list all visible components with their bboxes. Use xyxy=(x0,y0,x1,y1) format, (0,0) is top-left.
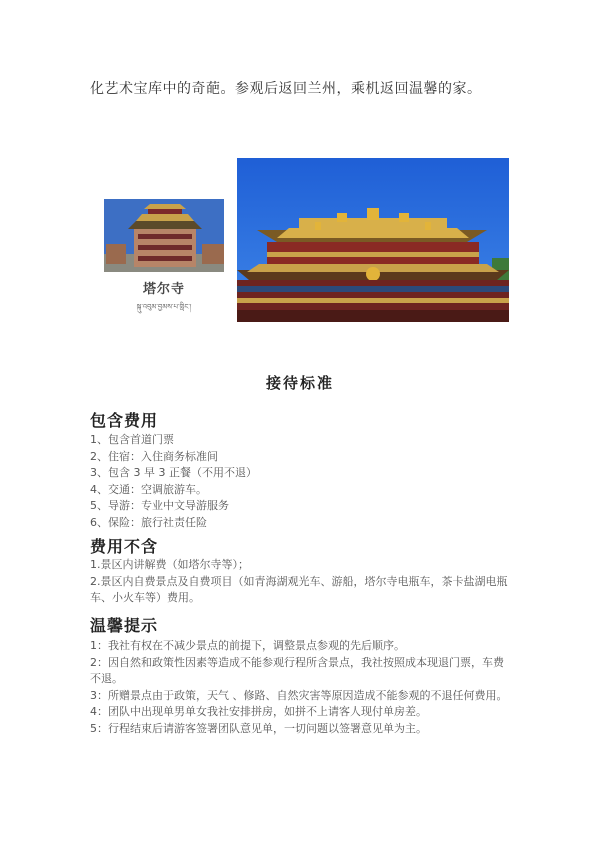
list-item: 1.景区内讲解费（如塔尔寺等）； xyxy=(90,558,249,571)
list-item: 4、交通：空调旅游车。 xyxy=(90,482,207,496)
caption-title: 塔尔寺 xyxy=(142,282,185,297)
list-item: 5、导游：专业中文导游服务 xyxy=(90,499,229,512)
temple-photo-large xyxy=(237,158,509,322)
excluded-list xyxy=(90,557,510,607)
list-item: 3：所赠景点由于政策，天气 、修路、自然灾害等原因造成不能参观的不退任何费用。 xyxy=(90,688,508,702)
list-item: 4：团队中出现单男单女我社安排拼房，如拼不上请客人现付单房差。 xyxy=(90,705,427,718)
list-item: 2.景区内自费景点及自费项目（如青海湖观光车、游船，塔尔寺电瓶车，茶卡盐湖电瓶车、小火车等）费用。 xyxy=(90,574,508,604)
excluded-title: 费用不含 xyxy=(90,537,159,556)
list-item: 5：行程结束后请游客签署团队意见单，一切问题以签署意见单为主。 xyxy=(90,721,427,735)
list-item: 2、住宿：入住商务标准间 xyxy=(90,449,218,463)
included-list xyxy=(90,432,510,531)
list-item: 2：因自然和政策性因素等造成不能参观行程所含景点，我社按照成本现退门票，车费不退。 xyxy=(90,655,504,685)
list-item: 1：我社有权在不减少景点的前提下，调整景点参观的先后顺序。 xyxy=(90,639,405,652)
included-title: 包含费用 xyxy=(90,411,159,430)
intro-text: 化艺术宝库中的奇葩。参观后返回兰州，乘机返回温馨的家。 xyxy=(90,81,482,97)
photo-caption xyxy=(104,278,224,319)
list-item: 3、包含 3 早 3 正餐（不用不退） xyxy=(90,466,257,479)
list-item: 6、保险：旅行社责任险 xyxy=(90,515,207,529)
caption-tibetan: སྐུ་འབུམ་བྱམས་པ་གླིང་། xyxy=(136,303,192,311)
tips-list xyxy=(90,638,510,737)
page-heading: 接待标准 xyxy=(265,374,334,392)
temple-photo-small xyxy=(104,199,224,272)
tips-title: 温馨提示 xyxy=(90,616,159,635)
list-item: 1、包含首道门票 xyxy=(90,433,174,446)
